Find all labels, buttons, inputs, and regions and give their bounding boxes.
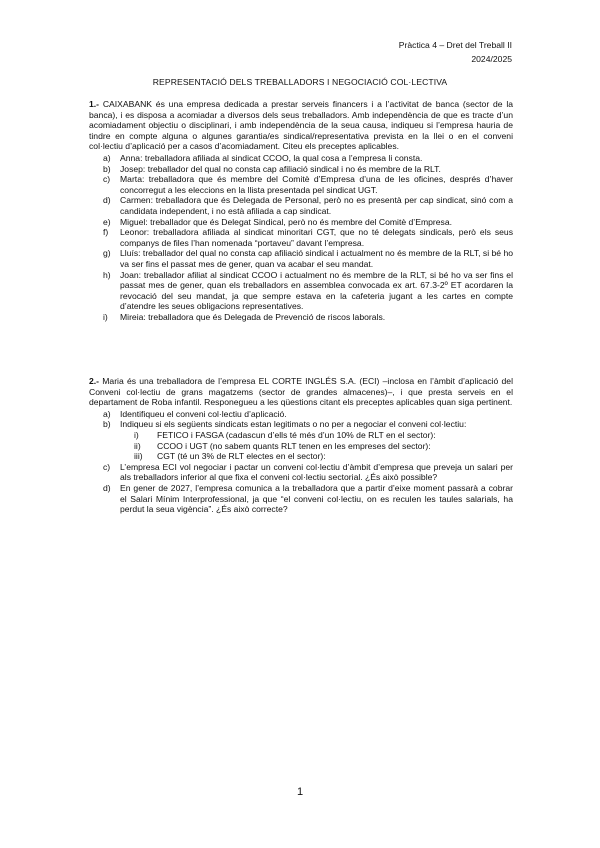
list-item-text: Carmen: treballadora que és Delegada de Personal, però no es presentà per cap sindicat, sinó com a candidata independent, i no està afiliada a cap sindicat. bbox=[120, 195, 513, 216]
list-item-label: i) bbox=[103, 311, 108, 322]
list-item bbox=[89, 483, 513, 515]
sublist-item-label: ii) bbox=[134, 440, 141, 451]
list-item-label: a) bbox=[103, 152, 111, 163]
question-1-intro bbox=[89, 99, 513, 152]
union-sublist bbox=[120, 430, 513, 462]
list-item-text: Joan: treballador afiliat al sindicat CCOO i actualment no és membre de la RLT, si bé ho va ser fins el passat mes de gener, quan els treballadors en assemblea convocada ex art. 67.3-2º ET acordaren la revocació del seu mandat, ja que sempre estava en la cafeteria jugant a les cartes en compte d’atendre les seues obligacions representatives. bbox=[120, 269, 513, 312]
list-item-text: Anna: treballadora afiliada al sindicat CCOO, la qual cosa a l’empresa li consta. bbox=[120, 152, 423, 163]
list-item-label: h) bbox=[103, 269, 111, 280]
question-2-text: Maria és una treballadora de l’empresa EL CORTE INGLÉS S.A. (ECI) –inclosa en l’àmbit d’aplicació del Conveni col·lectiu de grans magatzems (sector de grandes almacenes)–, i que presta serveis en el departament de Roba infantil. Responegueu a les qüestions citant els preceptes aplicables quan siga pertinent. bbox=[89, 376, 514, 408]
list-item-label: b) bbox=[103, 163, 111, 174]
list-item-text: En gener de 2027, l’empresa comunica a la treballadora que a partir d’eixe moment passarà a cobrar el Salari Mínim Interprofessional, ja que “el conveni col·lectiu, on es reculen les taules salarials, ha perdut la seua vigència”. ¿És això correcte? bbox=[120, 482, 513, 515]
list-item bbox=[89, 164, 513, 175]
page-number: 1 bbox=[296, 786, 304, 798]
sublist-item-text: CGT (té un 3% de RLT electes en el sector): bbox=[157, 451, 326, 462]
list-item-text: Lluís: treballador del qual no consta cap afiliació sindical i actualment no és membre de la RLT, si bé ho va ser fins el passat mes de gener, quan va acabar el seu mandat. bbox=[120, 248, 513, 269]
list-item bbox=[89, 462, 513, 483]
list-item bbox=[89, 270, 513, 312]
list-item bbox=[89, 217, 513, 228]
list-item bbox=[89, 195, 513, 216]
header-year: 2024/2025 bbox=[471, 54, 512, 64]
page-header bbox=[399, 38, 512, 66]
sublist-item bbox=[120, 430, 513, 441]
list-item-label: c) bbox=[103, 174, 111, 185]
list-item-label: d) bbox=[103, 482, 111, 493]
list-item bbox=[89, 153, 513, 164]
question-2-number: 2.- bbox=[89, 376, 100, 386]
list-item-text: Leonor: treballadora afiliada al sindicat minoritari CGT, que no té delegats sindicals, però els seus companys de files l’han nomenada “portaveu” davant l’empresa. bbox=[120, 227, 513, 248]
list-item-text: Miguel: treballador que és Delegat Sindical, però no és membre del Comitè d’Empresa. bbox=[120, 216, 452, 227]
list-item-text: Mireia: treballadora que és Delegada de Prevenció de riscos laborals. bbox=[120, 311, 386, 322]
list-item bbox=[89, 248, 513, 269]
list-item bbox=[89, 409, 513, 420]
sublist-item-text: CCOO i UGT (no sabem quants RLT tenen en les empreses del sector): bbox=[157, 440, 431, 451]
list-item-text: Indiqueu si els següents sindicats estan legitimats o no per a negociar el conveni col·lectiu: bbox=[120, 419, 467, 430]
list-item bbox=[89, 419, 513, 461]
list-item bbox=[89, 312, 513, 323]
list-item-label: b) bbox=[103, 419, 111, 430]
question-2 bbox=[89, 376, 513, 515]
list-item bbox=[89, 227, 513, 248]
list-item-text: Josep: treballador del qual no consta cap afiliació sindical i no és membre de la RLT. bbox=[120, 163, 441, 174]
list-item-label: d) bbox=[103, 195, 111, 206]
sublist-item-label: i) bbox=[134, 429, 139, 440]
list-item-label: a) bbox=[103, 408, 111, 419]
question-2-items bbox=[89, 409, 513, 515]
question-1-number: 1.- bbox=[89, 99, 100, 109]
question-1-text: CAIXABANK és una empresa dedicada a prestar serveis financers i a l’activitat de banca (sector de la banca), i es disposa a acomiadar a diversos dels seus treballadors. Amb independència de que es tracte d’un acomiadament objectiu o disciplinari, i amb independència de la seua causa, indiqueu si l’empresa hauria de tindre en compte alguna o algunes garantia/es sindical/representativa prevista en la llei o en el conveni col·lectiu d’aplicació per a casos d’acomiadament. Citeu els preceptes aplicables. bbox=[89, 99, 514, 152]
list-item-text: L’empresa ECI vol negociar i pactar un conveni col·lectiu d’àmbit d’empresa que preveja un salari per als treballadors inferior al que fixa el conveni col·lectiu sectorial. ¿És això possible? bbox=[120, 461, 513, 483]
list-item-label: e) bbox=[103, 216, 111, 227]
list-item-label: f) bbox=[103, 227, 109, 238]
question-2-intro bbox=[89, 376, 513, 408]
list-item bbox=[89, 174, 513, 195]
list-item-label: c) bbox=[103, 461, 111, 472]
list-item-text: Marta: treballadora que és membre del Comitè d’Empresa d’una de les oficines, després d’haver concorregut a les eleccions en la llista presentada pel sindicat UGT. bbox=[120, 174, 513, 195]
list-item-label: g) bbox=[103, 248, 111, 259]
sublist-item-text: FETICO i FASGA (cadascun d’ells té més d’un 10% de RLT en el sector): bbox=[157, 429, 436, 440]
question-1 bbox=[89, 99, 513, 322]
question-1-items bbox=[89, 153, 513, 323]
header-course: Pràctica 4 – Dret del Treball II bbox=[398, 40, 512, 50]
sublist-item bbox=[120, 441, 513, 452]
sublist-item-label: iii) bbox=[134, 451, 143, 462]
sublist-item bbox=[120, 451, 513, 462]
list-item-text: Identifiqueu el conveni col·lectiu d’aplicació. bbox=[120, 408, 287, 419]
document-title: REPRESENTACIÓ DELS TREBALLADORS I NEGOCIACIÓ COL·LECTIVA bbox=[152, 77, 448, 87]
